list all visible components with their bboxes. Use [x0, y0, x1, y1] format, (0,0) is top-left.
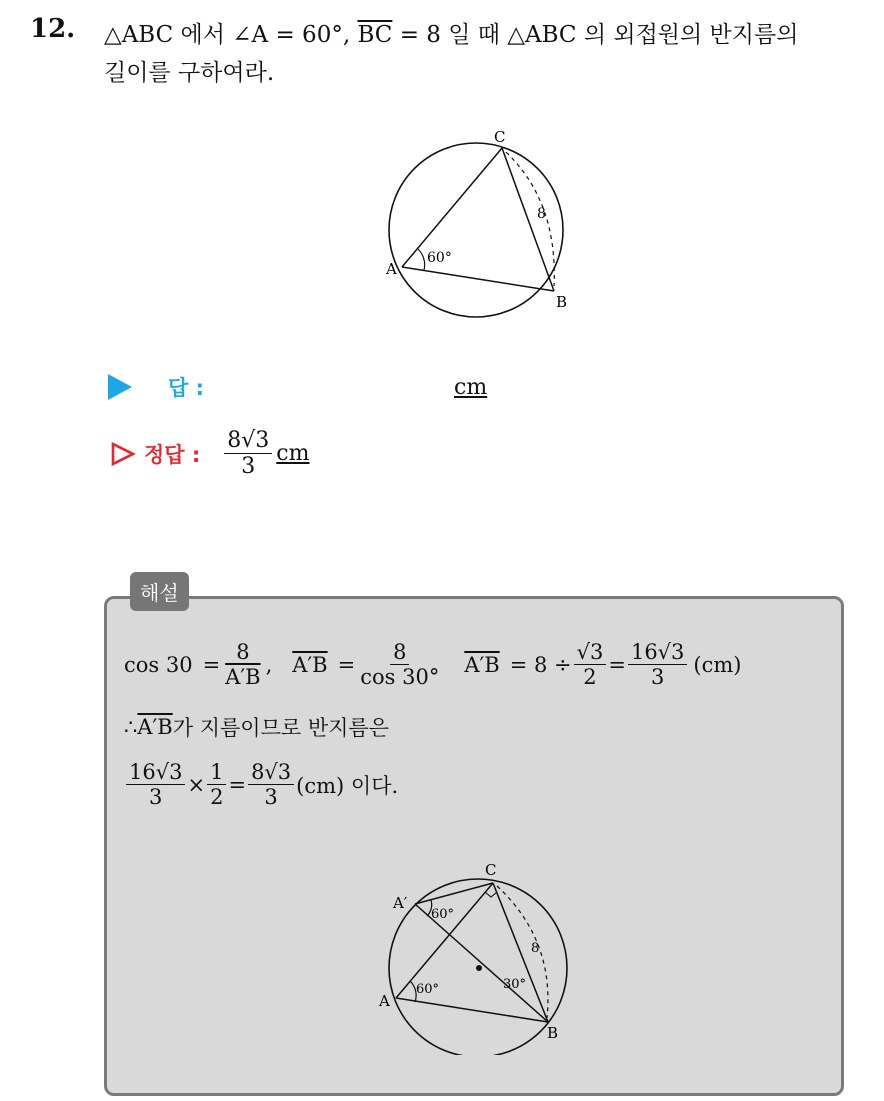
center-point	[476, 965, 482, 971]
fraction-2-num: 8	[390, 640, 409, 665]
question-text-part2: = 8 일 때 △ABC 의 외접원의 반지름의	[392, 22, 799, 48]
correct-answer-label: 정답 :	[144, 442, 201, 467]
side-cb-label-2: 8	[531, 941, 540, 956]
question-text-line2: 길이를 구하여라.	[104, 60, 275, 86]
solution-line-1	[124, 640, 741, 689]
angle-a-prime-label: 60°	[431, 907, 455, 922]
segment-ab-1: A′B	[292, 652, 328, 677]
vertex-c-label: C	[494, 128, 506, 146]
side-cb	[502, 148, 554, 291]
side-cb-label: 8	[537, 206, 546, 222]
equals-2: =	[337, 652, 356, 677]
fraction-2-den: cos 30°	[360, 665, 440, 690]
fraction-half	[207, 760, 226, 809]
question-text	[104, 16, 874, 92]
fraction-result	[248, 760, 294, 809]
comma: ,	[265, 652, 273, 677]
answer-row	[108, 372, 204, 402]
vertex-b-label-2: B	[547, 1024, 559, 1042]
solution-line-2	[124, 712, 389, 742]
circumcircle	[389, 143, 563, 317]
fraction-4	[628, 640, 687, 689]
correct-answer-numerator: 8√3	[224, 428, 272, 454]
fraction-4-num: 16√3	[628, 640, 687, 665]
side-label-arc-2	[497, 886, 548, 1018]
expr-3: = 8 ÷	[509, 652, 572, 677]
answer-label: 답 :	[168, 376, 204, 400]
question-text-part1: △ABC 에서 ∠A = 60°,	[104, 22, 358, 48]
triangle-circle-figure	[380, 122, 580, 337]
fraction-5-num: 16√3	[126, 760, 185, 785]
equals-1: =	[202, 652, 221, 677]
vertex-a-prime-label: A′	[393, 894, 408, 912]
angle-a-label-2: 60°	[416, 982, 440, 997]
side-label-arc	[506, 152, 554, 286]
therefore-symbol: ∴	[124, 715, 138, 739]
angle-a-label: 60°	[427, 250, 452, 266]
answer-unit[interactable]: cm	[454, 375, 488, 400]
correct-answer-row	[110, 428, 309, 480]
times-symbol: ×	[187, 772, 206, 797]
correct-answer-unit: cm	[276, 441, 310, 467]
outline-triangle-icon	[110, 441, 136, 467]
fraction-3	[574, 640, 607, 689]
half-num: 1	[207, 760, 226, 785]
result-num: 8√3	[248, 760, 294, 785]
fraction-2	[357, 640, 442, 689]
solution-tag: 해설	[130, 572, 189, 611]
correct-answer-denominator: 3	[241, 454, 256, 480]
vertex-c-label-2: C	[485, 861, 497, 879]
line2-text: 가 지름이므로 반지름은	[172, 716, 389, 740]
line3-tail: (cm) 이다.	[296, 773, 399, 798]
half-den: 2	[210, 785, 224, 810]
side-ab	[402, 267, 554, 291]
fraction-1-den: A′B	[225, 665, 261, 690]
fraction-1-num: 8	[233, 640, 252, 665]
fraction-5-den: 3	[149, 785, 163, 810]
fraction-3-den: 2	[583, 665, 597, 690]
equals-3: =	[608, 652, 626, 677]
result-den: 3	[264, 785, 278, 810]
right-angle-mark	[485, 892, 497, 897]
segment-ab-2: A′B	[464, 652, 500, 677]
side-a-prime-c	[415, 883, 493, 904]
solution-line-3	[124, 760, 398, 809]
angle-a-arc	[418, 249, 425, 270]
vertex-a-label: A	[386, 260, 397, 278]
vertex-a-label-2: A	[379, 992, 390, 1010]
vertex-b-label: B	[556, 293, 568, 311]
angle-b-label: 30°	[503, 977, 527, 992]
cos-label: cos 30	[124, 652, 193, 677]
play-triangle-icon	[108, 374, 132, 400]
question-number: 12.	[30, 14, 76, 44]
fraction-3-num: √3	[574, 640, 607, 665]
correct-answer-fraction	[224, 428, 272, 480]
solution-figure	[375, 860, 580, 1055]
unit-cm-1: (cm)	[693, 652, 742, 677]
fraction-4-den: 3	[651, 665, 665, 690]
fraction-5	[126, 760, 185, 809]
segment-ab-3: A′B	[137, 715, 173, 739]
equals-4: =	[228, 772, 247, 797]
segment-bc: $\overline{BC}$	[357, 22, 393, 48]
fraction-1	[222, 640, 263, 689]
